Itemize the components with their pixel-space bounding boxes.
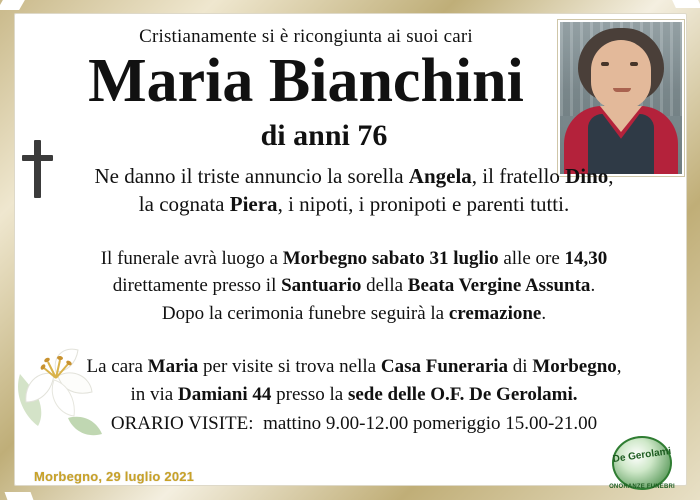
funeral-text-4: della bbox=[361, 275, 408, 297]
agency-logo bbox=[606, 434, 678, 492]
funeral-line-1 bbox=[40, 245, 668, 273]
visits-hours-label: ORARIO VISITE: bbox=[110, 413, 254, 435]
relative-brother: Dino bbox=[565, 164, 609, 189]
visits-agency: sede delle O.F. De Gerolami. bbox=[347, 383, 578, 405]
visits-address: Damiani 44 bbox=[177, 383, 272, 405]
visits-text-1: La cara bbox=[86, 356, 148, 378]
relative-sister: Angela bbox=[408, 164, 472, 189]
funeral-home-city: Morbegno bbox=[532, 356, 617, 378]
logo-subtitle: ONORANZE FUNEBRI bbox=[609, 484, 675, 490]
visits-text-3: di bbox=[508, 356, 533, 378]
visits-first-name: Maria bbox=[147, 356, 199, 378]
intro-line: Cristianamente si è ricongiunta ai suoi cari bbox=[139, 26, 473, 47]
visits-line-2 bbox=[40, 381, 668, 409]
announce-text-5: , i nipoti, i pronipoti e parenti tutti. bbox=[277, 191, 570, 216]
visits-text-5: in via bbox=[130, 383, 178, 405]
announce-text-2: , il fratello bbox=[471, 164, 566, 189]
relative-sister-in-law: Piera bbox=[229, 191, 278, 216]
funeral-venue: Santuario bbox=[281, 275, 362, 297]
visits-text-4: , bbox=[616, 356, 622, 378]
announce-text-4: la cognata bbox=[138, 191, 230, 216]
funeral-text-7: . bbox=[541, 302, 547, 324]
announcement-line-2 bbox=[40, 191, 668, 219]
funeral-block bbox=[40, 245, 668, 328]
logo-name: De Gerolami bbox=[612, 445, 672, 466]
frame-notch-bottom-left bbox=[5, 492, 34, 500]
visits-line-1 bbox=[40, 353, 668, 381]
announce-text-3: , bbox=[608, 164, 614, 189]
announcement-line-1 bbox=[40, 163, 668, 191]
location-date: Morbegno, 29 luglio 2021 bbox=[34, 469, 195, 484]
funeral-line-2 bbox=[40, 272, 668, 300]
funeral-place-date: Morbegno sabato 31 luglio bbox=[282, 247, 499, 269]
funeral-time: 14,30 bbox=[564, 247, 608, 269]
announcement-block bbox=[40, 163, 668, 218]
funeral-venue-name: Beata Vergine Assunta bbox=[407, 275, 591, 297]
announce-text-1: Ne danno il triste annuncio la sorella bbox=[94, 164, 409, 189]
obituary-text bbox=[40, 26, 668, 438]
funeral-text-5: . bbox=[590, 275, 596, 297]
funeral-text-2: alle ore bbox=[498, 247, 565, 269]
visits-text-2: per visite si trova nella bbox=[198, 356, 381, 378]
visits-hours-line bbox=[40, 410, 668, 438]
funeral-text-1: Il funerale avrà luogo a bbox=[100, 247, 283, 269]
visits-text-6: presso la bbox=[271, 383, 348, 405]
visits-block bbox=[40, 353, 668, 438]
funeral-text-3: direttamente presso il bbox=[112, 275, 282, 297]
frame-notch-top-right bbox=[672, 0, 700, 8]
cremation-word: cremazione bbox=[448, 302, 542, 324]
funeral-text-6: Dopo la cerimonia funebre seguirà la bbox=[161, 302, 449, 324]
funeral-line-3 bbox=[40, 300, 668, 328]
age-line: di anni 76 bbox=[260, 119, 388, 153]
funeral-home: Casa Funeraria bbox=[380, 356, 509, 378]
deceased-name: Maria Bianchini bbox=[88, 47, 524, 115]
visits-hours-value: mattino 9.00-12.00 pomeriggio 15.00-21.00 bbox=[263, 413, 598, 435]
